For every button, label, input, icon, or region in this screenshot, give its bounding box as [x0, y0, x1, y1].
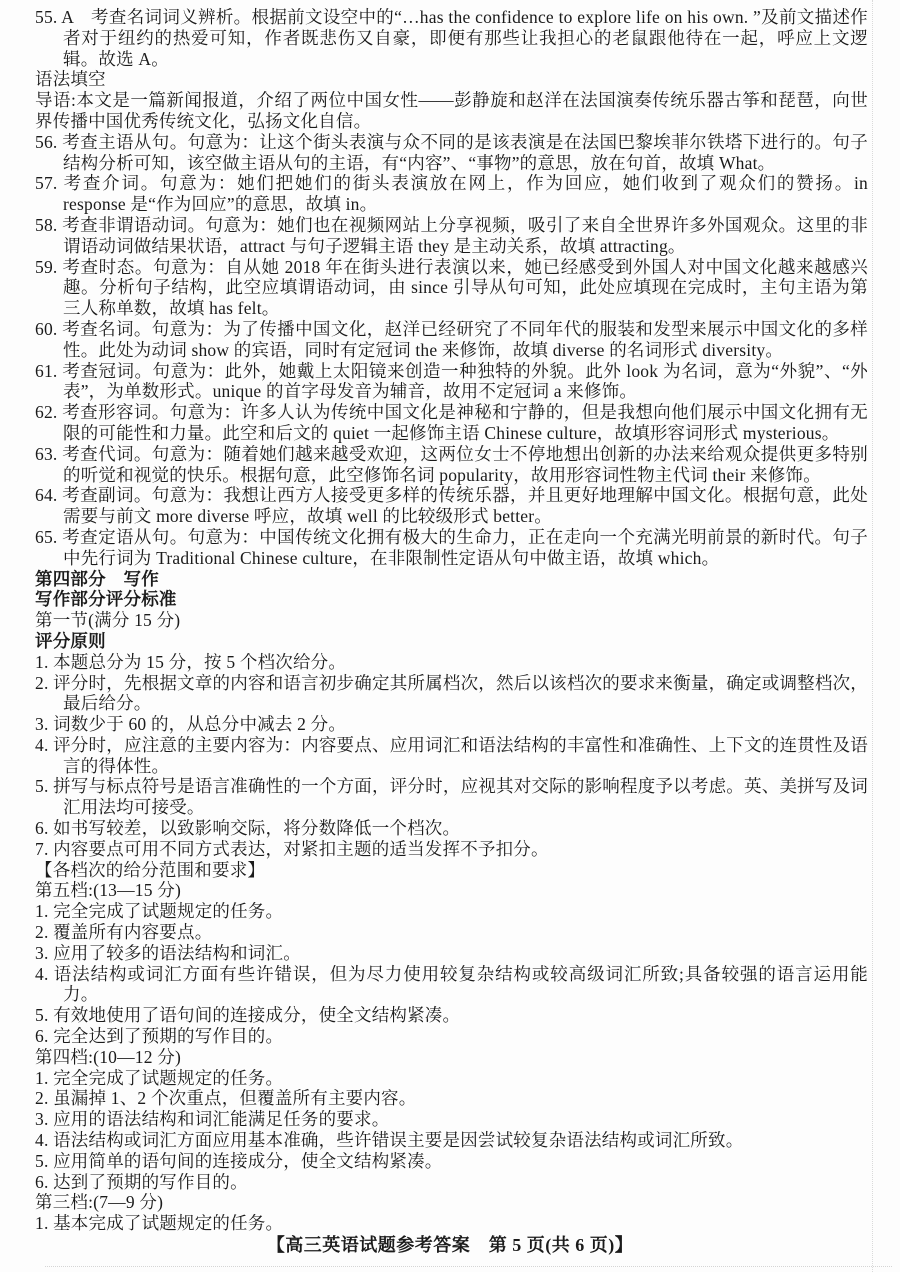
scan-edge-horizontal-line	[45, 1266, 892, 1267]
band4-heading: 第四档:(10—12 分)	[35, 1046, 181, 1067]
band3-point-1: 1. 基本完成了试题规定的任务。	[35, 1213, 284, 1234]
answer-64: 64. 考查副词。句意为：我想让西方人接受更多样的传统乐器，并且更好地理解中国文化。根据句意，此处需要与前文 more diverse 呼应，故填 well 的比较级形式 better。	[35, 485, 868, 527]
band5-point-5: 5. 有效地使用了语句间的连接成分，使全文结构紧凑。	[35, 1005, 461, 1026]
answer-61: 61. 考查冠词。句意为：此外，她戴上太阳镜来创造一种独特的外貌。此外 look 为名词，意为“外貌”、“外表”，为单数形式。unique 的首字母发音为辅音，故用不定冠词 a 来修饰。	[35, 360, 868, 402]
band5-point-4: 4. 语法结构或词汇方面有些许错误，但为尽力使用较复杂结构或较高级词汇所致;具备较强的语言运用能力。	[35, 963, 868, 1005]
answer-65: 65. 考查定语从句。句意为：中国传统文化拥有极大的生命力，正在走向一个充满光明前景的新时代。句子中先行词为 Traditional Chinese culture，在非限制性定语从句中做主语，故填 which。	[35, 526, 868, 568]
band4-point-4: 4. 语法结构或词汇方面应用基本准确，些许错误主要是因尝试较复杂语法结构或词汇所致。	[35, 1130, 744, 1151]
section-grammar-fill-heading: 语法填空	[35, 69, 106, 90]
principle-1: 1. 本题总分为 15 分，按 5 个档次给分。	[35, 651, 347, 672]
principle-2: 2. 评分时，先根据文章的内容和语言初步确定其所属档次，然后以该档次的要求来衡量，确定或调整档次，最后给分。	[35, 672, 868, 714]
answer-63: 63. 考查代词。句意为：随着她们越来越受欢迎，这两位女士不停地想出创新的办法来给观众提供更多特别的听觉和视觉的快乐。根据句意，此空修饰名词 popularity，故用形容词性物主代词 their 来修饰。	[35, 443, 868, 485]
band4-point-1: 1. 完全完成了试题规定的任务。	[35, 1067, 284, 1088]
band4-point-6: 6. 达到了预期的写作目的。	[35, 1171, 248, 1192]
answer-56: 56. 考查主语从句。句意为：让这个街头表演与众不同的是该表演是在法国巴黎埃菲尔铁塔下进行的。句子结构分析可知，该空做主语从句的主语，有“内容”、“事物”的意思，放在句首，故填 What。	[35, 131, 868, 173]
answer-60: 60. 考查名词。句意为：为了传播中国文化，赵洋已经研究了不同年代的服装和发型来展示中国文化的多样性。此处为动词 show 的宾语，同时有定冠词 the 来修饰，故填 diverse 的名词形式 diversity。	[35, 318, 868, 360]
page-footer: 【高三英语试题参考答案 第 5 页(共 6 页)】	[266, 1235, 634, 1255]
scan-edge-vertical-line	[872, 0, 873, 1272]
band5-heading: 第五档:(13—15 分)	[35, 880, 181, 901]
band5-point-1: 1. 完全完成了试题规定的任务。	[35, 901, 284, 922]
writing-criteria-heading: 写作部分评分标准	[35, 589, 177, 610]
passage-intro: 导语:本文是一篇新闻报道，介绍了两位中国女性——彭静旋和赵洋在法国演奏传统乐器古筝和琵琶，向世界传播中国优秀传统文化，弘扬文化自信。	[35, 90, 868, 131]
band5-point-3: 3. 应用了较多的语法结构和词汇。	[35, 942, 301, 963]
principle-6: 6. 如书写较差，以致影响交际，将分数降低一个档次。	[35, 818, 461, 839]
section1-heading: 第一节(满分 15 分)	[35, 610, 181, 631]
band4-point-5: 5. 应用简单的语句间的连接成分，使全文结构紧凑。	[35, 1150, 443, 1171]
answer-55: 55. A 考查名词词义辨析。根据前文设空中的“…has the confidence to explore life on his own. ”及前文描述作者对于纽约的热爱可知，作者既悲伤又自豪，即便有那些让我担心的老鼠跟他待在一起，呼应上文逻辑。故选 A。	[35, 7, 868, 69]
principle-7: 7. 内容要点可用不同方式表达，对紧扣主题的适当发挥不予扣分。	[35, 838, 549, 859]
band3-heading: 第三档:(7—9 分)	[35, 1192, 164, 1213]
principle-4: 4. 评分时，应注意的主要内容为：内容要点、应用词汇和语法结构的丰富性和准确性、上下文的连贯性及语言的得体性。	[35, 734, 868, 776]
band5-point-2: 2. 覆盖所有内容要点。	[35, 922, 213, 943]
answer-57: 57. 考查介词。句意为：她们把她们的街头表演放在网上，作为回应，她们收到了观众们的赞扬。in response 是“作为回应”的意思，故填 in。	[35, 173, 868, 215]
principle-3: 3. 词数少于 60 的，从总分中减去 2 分。	[35, 714, 347, 735]
document-body	[35, 7, 868, 1234]
answer-62: 62. 考查形容词。句意为：许多人认为传统中国文化是神秘和宁静的，但是我想向他们展示中国文化拥有无限的可能性和力量。此空和后文的 quiet 一起修饰主语 Chinese culture，故填形容词形式 mysterious。	[35, 402, 868, 443]
band4-point-2: 2. 虽漏掉 1、2 个次重点，但覆盖所有主要内容。	[35, 1088, 417, 1109]
principle-5: 5. 拼写与标点符号是语言准确性的一个方面，评分时，应视其对交际的影响程度予以考虑。英、美拼写及词汇用法均可接受。	[35, 776, 868, 818]
answer-59: 59. 考查时态。句意为：自从她 2018 年在街头进行表演以来，她已经感受到外国人对中国文化越来越感兴趣。分析句子结构，此空应填谓语动词，由 since 引导从句可知，此处应填现在完成时，主句主语为第三人称单数，故填 has felt。	[35, 256, 868, 319]
band-requirements-heading: 【各档次的给分范围和要求】	[35, 859, 266, 880]
scoring-principles-heading: 评分原则	[35, 630, 106, 651]
band5-point-6: 6. 完全达到了预期的写作目的。	[35, 1026, 284, 1047]
part4-heading: 第四部分 写作	[35, 568, 159, 589]
answer-58: 58. 考查非谓语动词。句意为：她们也在视频网站上分享视频，吸引了来自全世界许多外国观众。这里的非谓语动词做结果状语，attract 与句子逻辑主语 they 是主动关系，故填 attracting。	[35, 214, 868, 256]
band4-point-3: 3. 应用的语法结构和词汇能满足任务的要求。	[35, 1109, 390, 1130]
